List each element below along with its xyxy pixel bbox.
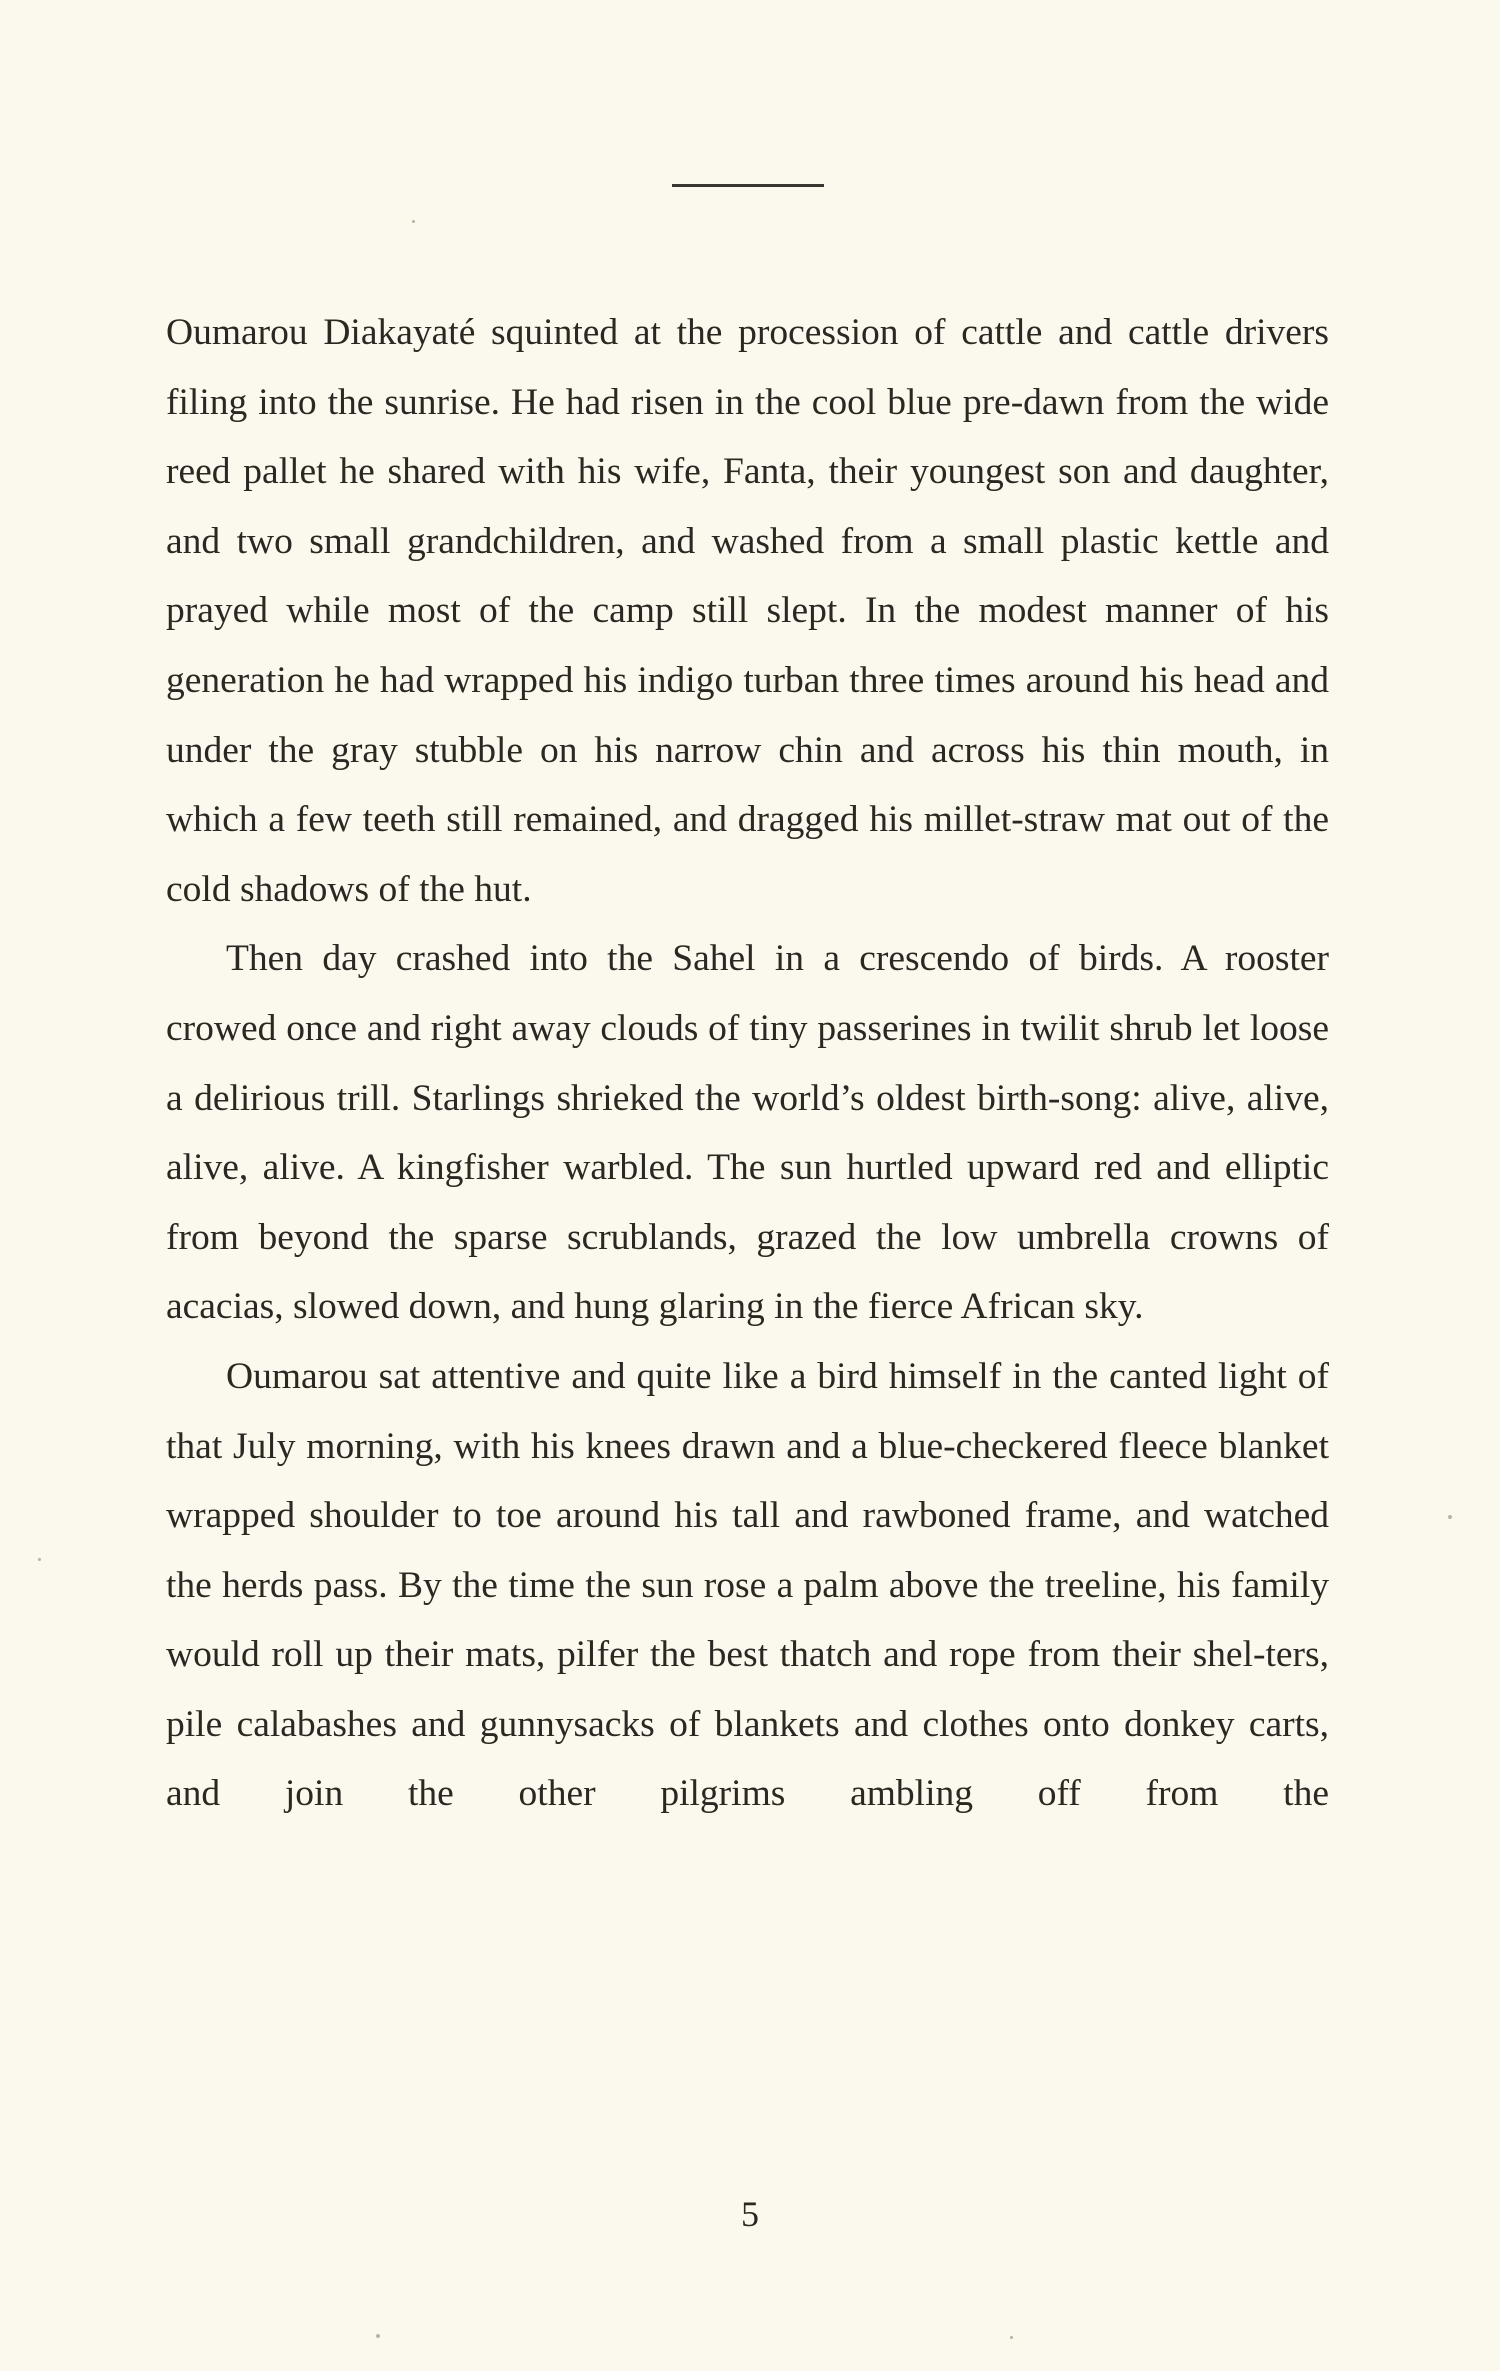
paragraph-3: Oumarou sat attentive and quite like a bird himself in the canted light of that July morning, with his knees drawn and a blue-checkered fleece blanket wrapped shoulder to toe around his tall and rawboned frame, and watched the herds pass. By the time the sun rose a palm above the treeline, his family would roll up their mats, pilfer the best thatch and rope from their shel-ters, pile calabashes and gunnysacks of blankets and clothes onto donkey carts, and join the other pilgrims ambling off from the [166, 1355, 1329, 1815]
page-number: 5 [741, 2194, 759, 2234]
paper-speck [1448, 1515, 1452, 1519]
paper-speck [412, 220, 415, 223]
paper-speck [38, 1558, 41, 1561]
paper-speck [1010, 2336, 1013, 2339]
body-text [166, 298, 1329, 1829]
paper-speck [376, 2334, 380, 2338]
paragraph-1: Oumarou Diakayaté squinted at the procession of cattle and cattle drivers filing into the sunrise. He had risen in the cool blue pre-dawn from the wide reed pallet he shared with his wife, Fanta, their youngest son and daughter, and two small grandchildren, and washed from a small plastic kettle and prayed while most of the camp still slept. In the modest manner of his generation he had wrapped his indigo turban three times around his head and under the gray stubble on his narrow chin and across his thin mouth, in which a few teeth still remained, and dragged his millet-straw mat out of the cold shadows of the hut. [166, 312, 1329, 910]
paragraph-2: Then day crashed into the Sahel in a crescendo of birds. A rooster crowed once and right away clouds of tiny passerines in twilit shrub let loose a delirious trill. Starlings shrieked the world’s oldest birth-song: alive, alive, alive, alive. A kingfisher warbled. The sun hurtled upward red and elliptic from beyond the sparse scrublands, grazed the low umbrella crowns of acacias, slowed down, and hung glaring in the fierce African sky. [166, 938, 1329, 1328]
section-divider [672, 184, 824, 187]
